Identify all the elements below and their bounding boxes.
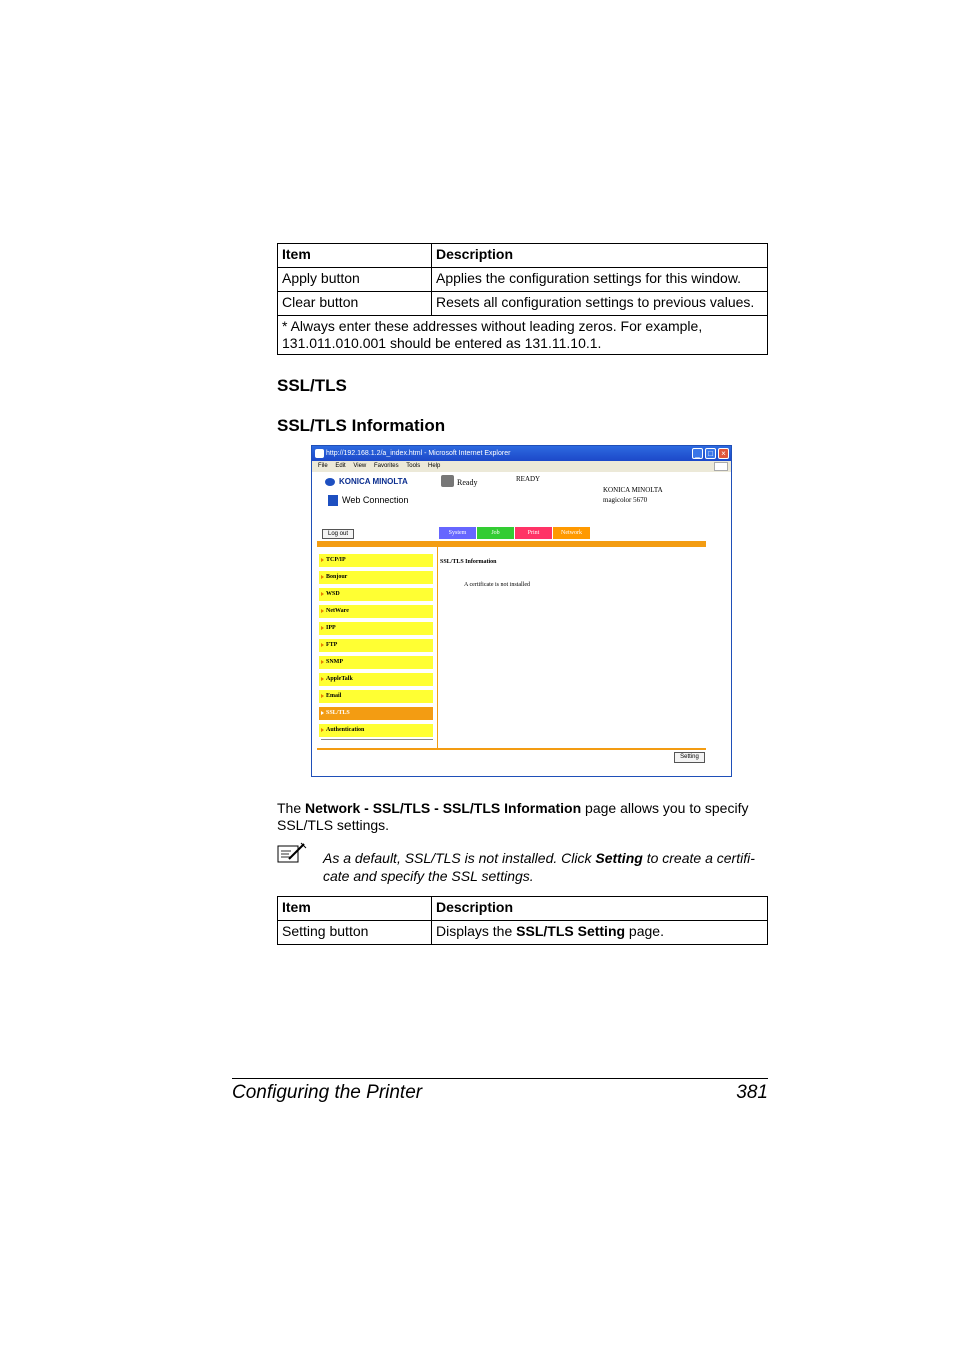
note-text-part: to create a certifi-cate and specify the SSL settings.	[323, 850, 755, 884]
brand-sub: Web Connection	[342, 495, 409, 505]
model-name: magicolor 5670	[603, 496, 648, 504]
brand-logo	[325, 477, 408, 486]
sidebar-item-wsd[interactable]	[319, 588, 433, 601]
sidebar-item-label: Email	[326, 693, 342, 699]
menu-view[interactable]: View	[353, 463, 367, 469]
status-text: Ready	[457, 478, 478, 487]
arrow-right-icon	[321, 711, 324, 715]
tab-network[interactable]: Network	[553, 527, 590, 539]
windows-logo-icon	[714, 462, 728, 471]
printer-icon	[441, 475, 454, 487]
sidebar-item-snmp[interactable]	[319, 656, 433, 669]
table-cell-item: Apply button	[278, 268, 432, 292]
sidebar-item-appletalk[interactable]	[319, 673, 433, 686]
network-sidebar	[317, 547, 438, 748]
table-cell-description: Applies the configuration settings for this window.	[432, 268, 768, 292]
table-footnote-row	[278, 316, 768, 355]
sidebar-item-ssltls[interactable]	[319, 707, 433, 720]
arrow-right-icon	[321, 609, 324, 613]
arrow-right-icon	[321, 728, 324, 732]
ie-icon	[315, 449, 324, 458]
table-header-description: Description	[432, 897, 768, 921]
table-header-row	[278, 244, 768, 268]
sidebar-item-label: TCP/IP	[326, 557, 346, 563]
sidebar-item-ipp[interactable]	[319, 622, 433, 635]
config-table	[277, 243, 768, 355]
table-row	[278, 921, 768, 945]
section-heading: SSL/TLS	[277, 376, 347, 395]
note-bold: Setting	[595, 850, 643, 866]
browser-menu-bar	[312, 461, 731, 472]
setting-table	[277, 896, 768, 945]
cell-text: Displays the	[436, 923, 517, 939]
note-text	[323, 849, 773, 885]
table-cell-item: Clear button	[278, 292, 432, 316]
arrow-right-icon	[321, 626, 324, 630]
sidebar-item-label: SNMP	[326, 659, 343, 665]
sidebar-item-authentication[interactable]	[319, 724, 433, 737]
note-text-part: As a default, SSL/TLS is not installed. Click	[323, 850, 596, 866]
sidebar-item-label: NetWare	[326, 608, 349, 614]
table-cell-description: Resets all configuration settings to previous values.	[432, 292, 768, 316]
menu-edit[interactable]: Edit	[335, 463, 346, 469]
menu-file[interactable]: File	[318, 463, 328, 469]
menu-favorites[interactable]: Favorites	[373, 463, 399, 469]
table-header-item: Item	[278, 244, 432, 268]
arrow-right-icon	[321, 660, 324, 664]
web-connection-logo	[328, 495, 408, 505]
arrow-right-icon	[321, 677, 324, 681]
footer-title: Configuring the Printer	[232, 1082, 423, 1103]
konica-logo-icon	[325, 478, 335, 486]
sidebar-item-label: Authentication	[326, 727, 365, 733]
tab-system[interactable]: System	[439, 527, 476, 539]
table-cell-item: Setting button	[278, 921, 432, 945]
sidebar-item-label: SSL/TLS	[326, 710, 350, 716]
table-header-description: Description	[432, 244, 768, 268]
sidebar-item-label: FTP	[326, 642, 338, 648]
cell-bold: SSL/TLS Setting	[516, 923, 626, 939]
page-number: 381	[736, 1082, 768, 1103]
close-icon[interactable]: ×	[718, 448, 729, 459]
arrow-right-icon	[321, 558, 324, 562]
arrow-right-icon	[321, 592, 324, 596]
logout-button[interactable]: Log out	[322, 529, 354, 539]
sidebar-item-label: IPP	[326, 625, 336, 631]
sidebar-item-bonjour[interactable]	[319, 571, 433, 584]
arrow-right-icon	[321, 575, 324, 579]
setting-button[interactable]: Setting	[674, 752, 705, 763]
maximize-icon[interactable]: □	[705, 448, 716, 459]
browser-screenshot	[311, 445, 732, 777]
sidebar-item-netware[interactable]	[319, 605, 433, 618]
table-footnote: * Always enter these addresses without leading zeros. For example, 131.011.010.001 should be entered as 131.11.10.1.	[278, 316, 768, 355]
table-cell-description	[432, 921, 768, 945]
pagescope-icon	[328, 495, 338, 506]
content-title: SSL/TLS Information	[440, 559, 497, 565]
tab-job[interactable]: Job	[477, 527, 514, 539]
menu-help[interactable]: Help	[427, 463, 441, 469]
menu-tools[interactable]: Tools	[406, 463, 421, 469]
paragraph-path: Network - SSL/TLS - SSL/TLS Information	[305, 800, 582, 816]
table-header-row	[278, 897, 768, 921]
model-brand: KONICA MINOLTA	[603, 486, 663, 494]
brand-name: KONICA MINOLTA	[339, 477, 408, 486]
note-pencil-icon	[277, 842, 307, 864]
tab-print[interactable]: Print	[515, 527, 552, 539]
minimize-icon[interactable]: _	[692, 448, 703, 459]
paragraph-text: page allows you to specify SSL/TLS settings.	[277, 800, 749, 833]
paragraph-text: The	[277, 800, 306, 816]
footer-rule	[232, 1078, 768, 1079]
sidebar-divider	[321, 739, 433, 740]
table-header-item: Item	[278, 897, 432, 921]
subsection-heading: SSL/TLS Information	[277, 416, 446, 435]
sidebar-item-label: WSD	[326, 591, 340, 597]
sidebar-item-label: Bonjour	[326, 574, 348, 580]
footer-divider	[317, 748, 706, 750]
sidebar-item-ftp[interactable]	[319, 639, 433, 652]
table-row	[278, 292, 768, 316]
cell-text: page.	[625, 923, 664, 939]
status-caps: READY	[516, 475, 541, 483]
body-paragraph	[277, 800, 772, 834]
browser-title: http://192.168.1.2/a_index.html - Microsoft Internet Explorer	[326, 450, 511, 457]
browser-title-bar	[312, 446, 731, 461]
certificate-status-message: A certificate is not installed	[464, 582, 530, 588]
sidebar-item-tcpip[interactable]	[319, 554, 433, 567]
printer-status	[441, 475, 478, 487]
arrow-right-icon	[321, 643, 324, 647]
table-row	[278, 268, 768, 292]
sidebar-item-email[interactable]	[319, 690, 433, 703]
arrow-right-icon	[321, 694, 324, 698]
sidebar-item-label: AppleTalk	[326, 676, 353, 682]
